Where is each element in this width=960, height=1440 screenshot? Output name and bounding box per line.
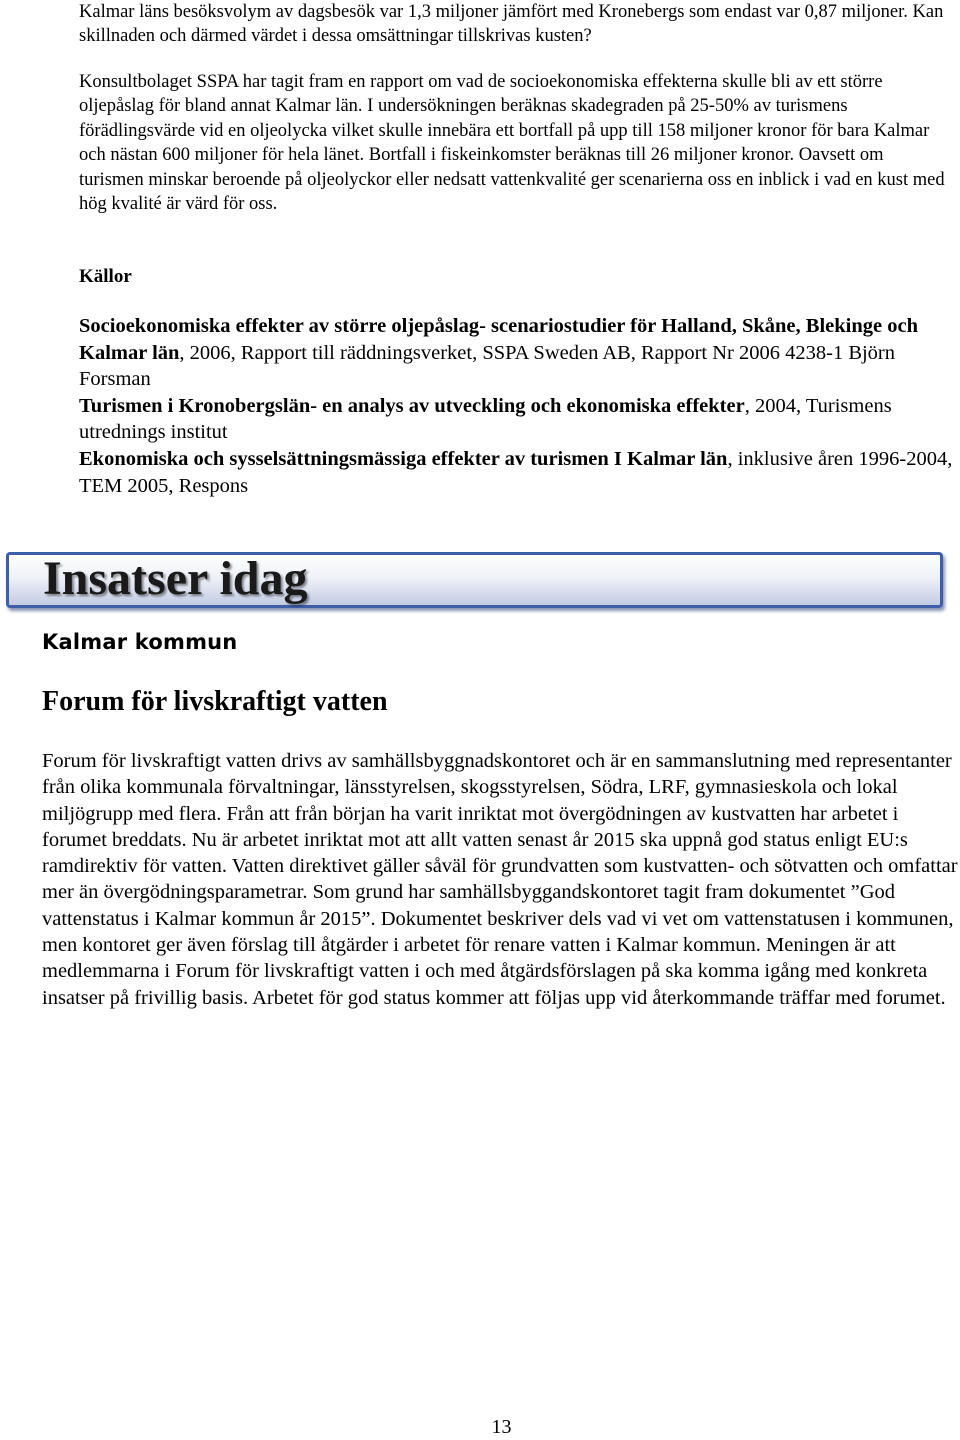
section-title: Forum för livskraftigt vatten: [42, 686, 388, 717]
reference-details: , 2006, Rapport till räddningsverket, SSPA Sweden AB, Rapport Nr 2006 4238-1 Björn Forsman: [79, 341, 896, 391]
reference-title: Ekonomiska och sysselsättningsmässiga effekter av turismen I Kalmar län: [79, 447, 728, 470]
reference-item: [79, 313, 959, 393]
forum-body-paragraph: Forum för livskraftigt vatten drivs av samhällsbyggnadskontoret och är en sammanslutning med representanter från olika kommunala förvaltningar, länsstyrelsen, skogsstyrelsen, Södra, LRF, gymnasieskola och lokal miljögrupp med flera. Från att från början ha varit inriktat mot övergödningen av kustvatten har arbetet i forumet breddats. Nu är arbetet inriktat mot att allt vatten senast år 2015 ska uppnå god status enligt EU:s ramdirektiv för vatten. Vatten direktivet gäller såväl för grundvatten som kustvatten- och sötvatten och omfattar mer än övergödningsparametrar. Som grund har samhällsbyggandskontoret tagit fram dokumentet ”God vattenstatus i Kalmar kommun år 2015”. Dokumentet beskriver dels vad vi vet om vattenstatusen i kommunen, men kontoret ger även förslag till åtgärder i arbetet för renare vatten i Kalmar kommun. Meningen är att medlemmarna i Forum för livskraftigt vatten i och med åtgärdsförslagen på ska komma igång med konkreta insatser på frivillig basis. Arbetet för god status kommer att följas upp vid återkommande träffar med forumet.: [42, 750, 958, 1009]
reference-title: Turismen i Kronobergslän- en analys av utveckling och ekonomiska effekter: [79, 394, 745, 417]
banner-title: Insatser idag: [43, 552, 308, 605]
section-subheading: Kalmar kommun: [42, 630, 238, 654]
sources-heading: Källor: [79, 266, 132, 287]
reference-details: , inklusive åren 1996-2004, TEM 2005, Respons: [79, 447, 953, 497]
reference-item: [79, 446, 959, 499]
reference-details: , 2004, Turismens utrednings institut: [79, 394, 892, 444]
section-banner: [6, 552, 943, 608]
sspa-report-paragraph: Konsultbolaget SSPA har tagit fram en rapport om vad de socioekonomiska effekterna skulle bli av ett större oljepåslag för bland annat Kalmar län. I undersökningen beräknas skadegraden på 25-50% av turismens förädlingsvärde vid en oljeolycka vilket skulle innebära ett bortfall på upp till 158 miljoner kronor för bara Kalmar och nästan 600 miljoner för hela länet. Bortfall i fiskeinkomster beräknas till 26 miljoner kronor. Oavsett om turismen minskar beroende på oljeolyckor eller nedsatt vattenkvalité ger scenarierna oss en inblick i vad en kust med hög kvalité är värd för oss.: [79, 72, 945, 215]
intro-paragraph: Kalmar läns besöksvolym av dagsbesök var 1,3 miljoner jämfört med Kronebergs som endast var 0,87 miljoner. Kan skillnaden och därmed värdet i dessa omsättningar tillskrivas kusten?: [79, 2, 944, 47]
reference-list: [79, 313, 959, 499]
reference-item: [79, 393, 959, 446]
page-number: 13: [491, 1416, 512, 1438]
reference-title: Socioekonomiska effekter av större oljepåslag- scenariostudier för Halland, Skåne, Blekinge och Kalmar län: [79, 315, 918, 364]
